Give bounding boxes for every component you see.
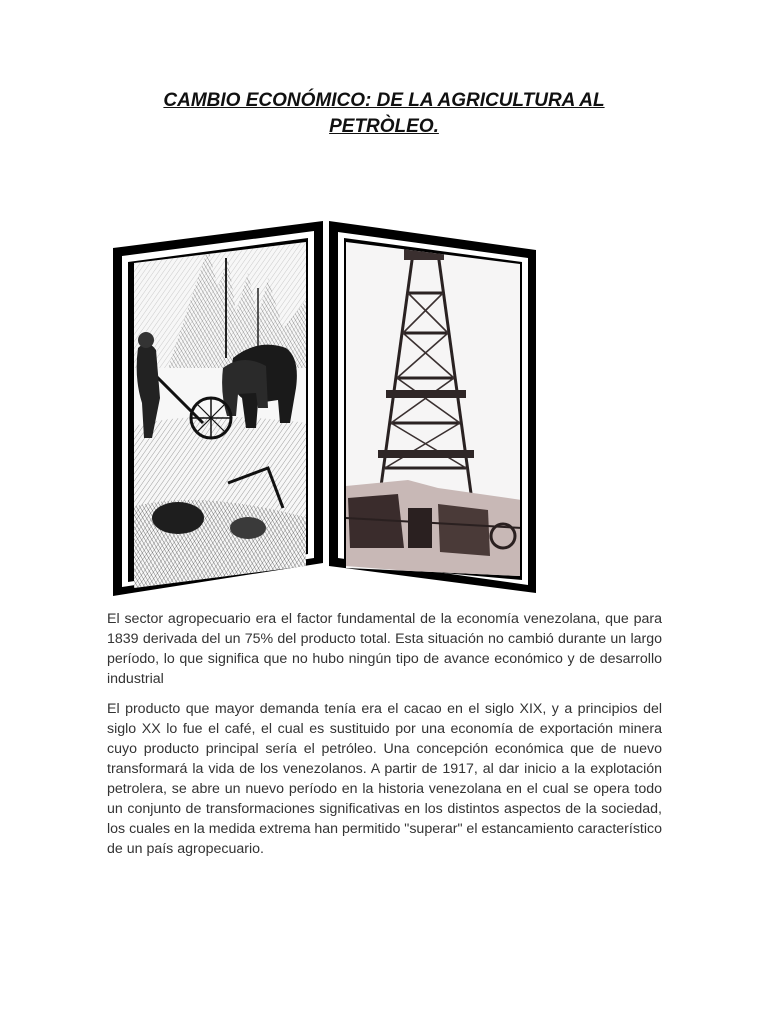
left-panel-agriculture bbox=[113, 221, 323, 596]
paragraph-2: El producto que mayor demanda tenía era el cacao en el siglo XIX, y a principios del siglo XX lo fue el café, el cual es sustituido por una economía de exportación minera cuyo producto principal sería el petróleo. Una concepción económica que de nuevo transformará la vida de los venezolanos. A partir de 1917, al dar inicio a la explotación petrolera, se abre un nuevo período en la historia venezolana en el cual se opera todo un conjunto de transformaciones significativas en los distintos aspectos de la sociedad, los cuales en la medida extrema han permitido "superar" el estancamiento característico de un país agropecuario. bbox=[107, 701, 662, 857]
paragraph-1: El sector agropecuario era el factor fundamental de la economía venezolana, que para 1839 derivada del un 75% del producto total. Esta situación no cambió durante un largo período, lo que significa que no hubo ningún tipo de avance económico y de desarrollo industrial bbox=[107, 611, 662, 687]
farmer-plowing-engraving bbox=[128, 238, 310, 588]
document-title bbox=[100, 88, 668, 140]
body-text bbox=[107, 609, 662, 869]
title-line-1: CAMBIO ECONÓMICO: DE LA AGRICULTURA AL bbox=[163, 90, 605, 111]
right-panel-oil bbox=[329, 221, 536, 593]
title-line-2: PETRÒLEO. bbox=[329, 116, 439, 137]
oil-derrick-engraving bbox=[344, 238, 524, 583]
agriculture-to-oil-illustration bbox=[108, 218, 544, 598]
